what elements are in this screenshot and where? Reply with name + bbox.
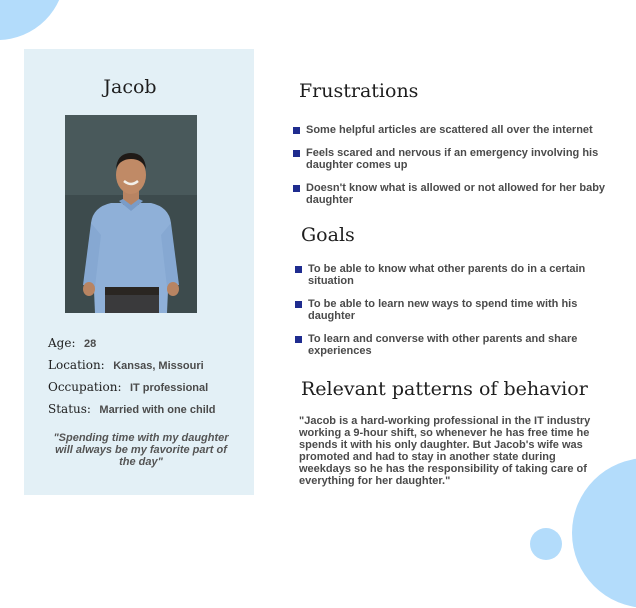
location-value: Kansas, Missouri <box>113 360 204 372</box>
occupation-value: IT professional <box>129 382 209 394</box>
list-item-text: To learn and converse with other parents and share experiences <box>308 333 578 357</box>
square-bullet-icon <box>295 266 302 273</box>
square-bullet-icon <box>293 150 300 157</box>
person-illustration <box>65 115 197 313</box>
persona-name: Jacob <box>103 76 157 98</box>
list-item <box>293 124 618 136</box>
persona-details <box>48 336 248 424</box>
goals-title: Goals <box>301 224 355 246</box>
list-item <box>293 182 618 206</box>
location-label: Location: <box>48 358 105 372</box>
frustrations-title: Frustrations <box>299 80 419 102</box>
goals-list <box>295 263 605 368</box>
list-item <box>295 298 605 322</box>
square-bullet-icon <box>295 301 302 308</box>
occupation-row <box>48 380 248 395</box>
frustrations-list <box>293 124 618 217</box>
list-item <box>295 333 605 357</box>
decorative-circle-bottom-small <box>530 528 562 560</box>
persona-card <box>24 49 254 495</box>
occupation-label: Occupation: <box>48 380 122 394</box>
behavior-description: "Jacob is a hard-working professional in the IT industry working a 9-hour shift, so whenever he has free time he spends it with his only daughter. But Jacob's wife was promoted and had to stay in another state during weekdays so he has the responsibility of taking care of everything for her daughter." <box>299 415 591 487</box>
list-item-text: Some helpful articles are scattered all over the internet <box>306 124 593 136</box>
location-row <box>48 358 248 373</box>
age-row <box>48 336 248 351</box>
square-bullet-icon <box>293 127 300 134</box>
behavior-title: Relevant patterns of behavior <box>301 378 588 400</box>
list-item-text: To be able to know what other parents do in a certain situation <box>308 263 586 287</box>
decorative-circle-top-left <box>0 0 65 40</box>
list-item <box>295 263 605 287</box>
list-item-text: Feels scared and nervous if an emergency involving his daughter comes up <box>306 147 599 171</box>
status-label: Status: <box>48 402 91 416</box>
persona-photo <box>65 115 197 313</box>
age-label: Age: <box>48 336 76 350</box>
square-bullet-icon <box>295 336 302 343</box>
list-item-text: Doesn't know what is allowed or not allowed for her baby daughter <box>306 182 606 206</box>
square-bullet-icon <box>293 185 300 192</box>
persona-quote: "Spending time with my daughter will always be my favorite part of the day" <box>53 432 229 468</box>
list-item <box>293 147 618 171</box>
list-item-text: To be able to learn new ways to spend time with his daughter <box>308 298 578 322</box>
age-value: 28 <box>83 338 97 350</box>
status-value: Married with one child <box>99 404 216 416</box>
status-row <box>48 402 248 417</box>
